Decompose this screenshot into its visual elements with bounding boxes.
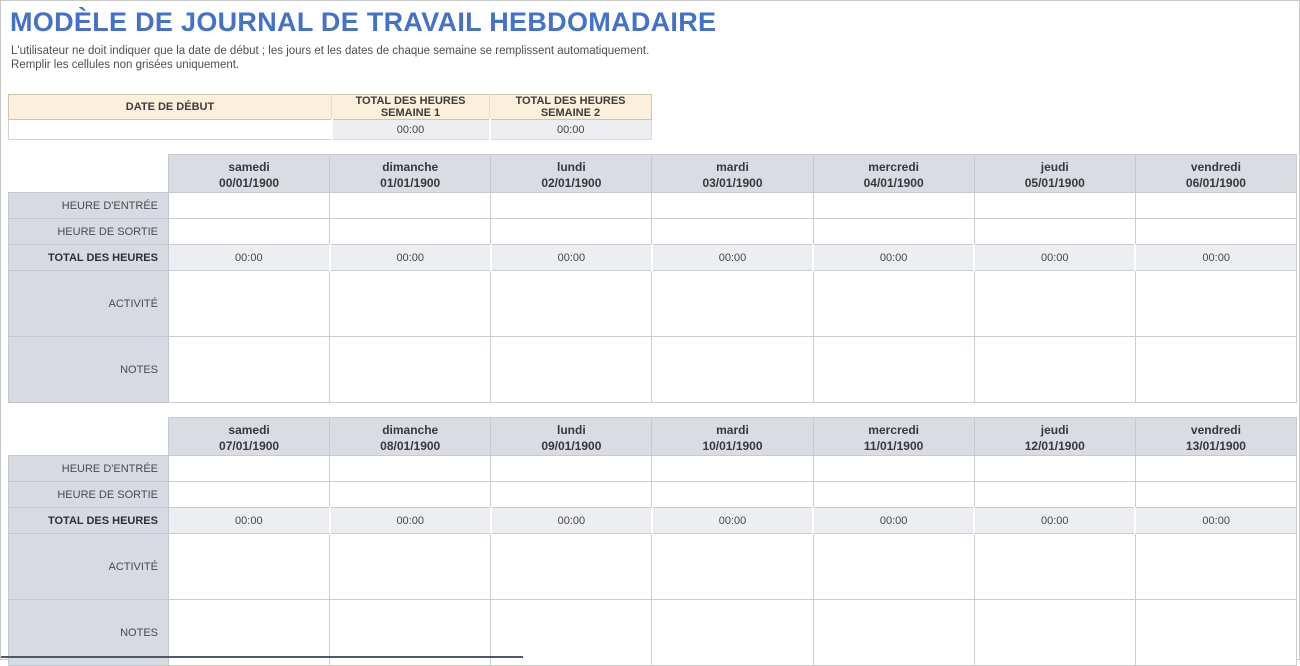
time-in-cell[interactable] (330, 193, 491, 219)
time-out-cell[interactable] (491, 482, 652, 508)
time-out-cell[interactable] (813, 219, 974, 245)
week-2-time-out-row (9, 482, 1297, 508)
day-date: 05/01/1900 (1024, 175, 1085, 190)
activity-cell[interactable] (491, 271, 652, 337)
day-total-value: 00:00 (974, 508, 1135, 534)
time-in-cell[interactable] (169, 193, 330, 219)
notes-cell[interactable] (1135, 600, 1296, 666)
worksheet (1, 1, 1299, 666)
week-1-time-in-row (9, 193, 1297, 219)
day-name: mercredi (868, 422, 919, 437)
day-name: samedi (228, 159, 270, 174)
day-header (813, 155, 974, 193)
activity-cell[interactable] (1135, 271, 1296, 337)
notes-cell[interactable] (974, 600, 1135, 666)
time-in-cell[interactable] (1135, 456, 1296, 482)
notes-cell[interactable] (652, 600, 813, 666)
time-in-label: HEURE D'ENTRÉE (9, 456, 169, 482)
notes-cell[interactable] (974, 337, 1135, 403)
day-total-value: 00:00 (169, 245, 330, 271)
activity-cell[interactable] (169, 271, 330, 337)
day-date: 06/01/1900 (1185, 175, 1246, 190)
time-in-cell[interactable] (652, 193, 813, 219)
week-1-day-header-row (9, 155, 1297, 193)
day-name: lundi (557, 159, 586, 174)
summary-table (8, 94, 652, 140)
day-date: 03/01/1900 (702, 175, 763, 190)
week-2-table (8, 417, 1297, 666)
day-date: 09/01/1900 (541, 438, 602, 453)
notes-cell[interactable] (169, 337, 330, 403)
time-in-cell[interactable] (974, 456, 1135, 482)
notes-cell[interactable] (491, 337, 652, 403)
activity-cell[interactable] (652, 271, 813, 337)
time-out-cell[interactable] (330, 219, 491, 245)
start-date-header: DATE DE DÉBUT (9, 95, 332, 120)
day-name: dimanche (382, 159, 439, 174)
time-out-cell[interactable] (652, 482, 813, 508)
time-in-cell[interactable] (813, 456, 974, 482)
week-1-time-out-row (9, 219, 1297, 245)
day-header (330, 418, 491, 456)
day-total-value: 00:00 (1135, 508, 1296, 534)
day-total-value: 00:00 (813, 245, 974, 271)
day-name: jeudi (1040, 159, 1069, 174)
page-title: MODÈLE DE JOURNAL DE TRAVAIL HEBDOMADAIRE (10, 7, 717, 37)
time-out-label: HEURE DE SORTIE (9, 219, 169, 245)
day-date: 02/01/1900 (541, 175, 602, 190)
day-header (974, 155, 1135, 193)
day-date: 00/01/1900 (219, 175, 280, 190)
day-name: mercredi (868, 159, 919, 174)
activity-cell[interactable] (974, 534, 1135, 600)
activity-cell[interactable] (813, 534, 974, 600)
time-out-cell[interactable] (169, 219, 330, 245)
notes-label: NOTES (9, 337, 169, 403)
start-date-input[interactable] (9, 120, 332, 140)
time-in-cell[interactable] (1135, 193, 1296, 219)
week-1-corner-cell (9, 155, 169, 193)
time-out-cell[interactable] (652, 219, 813, 245)
day-name: dimanche (382, 422, 439, 437)
day-total-value: 00:00 (330, 245, 491, 271)
time-out-cell[interactable] (974, 219, 1135, 245)
activity-cell[interactable] (330, 534, 491, 600)
instructions-line-2: Remplir les cellules non grisées uniquement. (11, 58, 240, 71)
day-name: vendredi (1190, 422, 1241, 437)
activity-cell[interactable] (169, 534, 330, 600)
summary-value-row (9, 120, 652, 140)
day-name: mardi (716, 422, 749, 437)
time-out-cell[interactable] (974, 482, 1135, 508)
notes-cell[interactable] (813, 337, 974, 403)
week1-total-value: 00:00 (332, 120, 490, 140)
day-name: samedi (228, 422, 270, 437)
notes-cell[interactable] (813, 600, 974, 666)
time-in-cell[interactable] (974, 193, 1135, 219)
time-in-cell[interactable] (813, 193, 974, 219)
instructions-line-1: L'utilisateur ne doit indiquer que la date de début ; les jours et les dates de chaque semaine se remplissent automatiquement. (11, 45, 650, 57)
day-header (652, 155, 813, 193)
day-date: 11/01/1900 (863, 438, 924, 453)
week-1-total-row (9, 245, 1297, 271)
day-header (1135, 418, 1296, 456)
activity-label: ACTIVITÉ (9, 271, 169, 337)
week2-total-header: TOTAL DES HEURES SEMAINE 2 (490, 95, 652, 120)
week-2-activity-row (9, 534, 1297, 600)
notes-cell[interactable] (330, 337, 491, 403)
activity-cell[interactable] (491, 534, 652, 600)
sheet-bottom-edge (1, 656, 523, 658)
activity-cell[interactable] (974, 271, 1135, 337)
day-header (491, 155, 652, 193)
week-2-corner-cell (9, 418, 169, 456)
day-date: 01/01/1900 (380, 175, 441, 190)
time-out-cell[interactable] (169, 482, 330, 508)
activity-cell[interactable] (1135, 534, 1296, 600)
week-1-table (8, 154, 1297, 403)
week-2-total-row (9, 508, 1297, 534)
time-out-cell[interactable] (491, 219, 652, 245)
time-in-cell[interactable] (652, 456, 813, 482)
time-in-cell[interactable] (491, 193, 652, 219)
week1-total-header: TOTAL DES HEURES SEMAINE 1 (332, 95, 490, 120)
day-total-value: 00:00 (652, 508, 813, 534)
time-out-cell[interactable] (1135, 482, 1296, 508)
week-1-notes-row (9, 337, 1297, 403)
week-1-activity-row (9, 271, 1297, 337)
day-header (974, 418, 1135, 456)
time-out-cell[interactable] (330, 482, 491, 508)
day-header (169, 418, 330, 456)
time-out-cell[interactable] (1135, 219, 1296, 245)
day-total-value: 00:00 (330, 508, 491, 534)
day-total-value: 00:00 (813, 508, 974, 534)
week-2-time-in-row (9, 456, 1297, 482)
total-hours-label: TOTAL DES HEURES (9, 508, 169, 534)
day-total-value: 00:00 (491, 245, 652, 271)
time-in-cell[interactable] (169, 456, 330, 482)
notes-cell[interactable] (652, 337, 813, 403)
time-out-label: HEURE DE SORTIE (9, 482, 169, 508)
day-date: 12/01/1900 (1024, 438, 1085, 453)
day-name: mardi (716, 159, 749, 174)
summary-header-row (9, 95, 652, 120)
day-name: vendredi (1190, 159, 1241, 174)
day-header (491, 418, 652, 456)
activity-cell[interactable] (652, 534, 813, 600)
day-total-value: 00:00 (491, 508, 652, 534)
week2-total-value: 00:00 (490, 120, 652, 140)
day-date: 08/01/1900 (380, 438, 441, 453)
time-in-label: HEURE D'ENTRÉE (9, 193, 169, 219)
day-name: jeudi (1040, 422, 1069, 437)
notes-label: NOTES (9, 600, 169, 666)
day-total-value: 00:00 (652, 245, 813, 271)
day-header (330, 155, 491, 193)
day-total-value: 00:00 (974, 245, 1135, 271)
day-header (813, 418, 974, 456)
time-out-cell[interactable] (813, 482, 974, 508)
day-name: lundi (557, 422, 586, 437)
notes-cell[interactable] (1135, 337, 1296, 403)
week-2-day-header-row (9, 418, 1297, 456)
day-header (1135, 155, 1296, 193)
activity-cell[interactable] (813, 271, 974, 337)
day-total-value: 00:00 (169, 508, 330, 534)
day-date: 07/01/1900 (219, 438, 280, 453)
day-header (169, 155, 330, 193)
day-date: 04/01/1900 (863, 175, 924, 190)
day-total-value: 00:00 (1135, 245, 1296, 271)
time-in-cell[interactable] (491, 456, 652, 482)
activity-cell[interactable] (330, 271, 491, 337)
activity-label: ACTIVITÉ (9, 534, 169, 600)
time-in-cell[interactable] (330, 456, 491, 482)
day-date: 10/01/1900 (702, 438, 763, 453)
day-header (652, 418, 813, 456)
day-date: 13/01/1900 (1185, 438, 1246, 453)
total-hours-label: TOTAL DES HEURES (9, 245, 169, 271)
